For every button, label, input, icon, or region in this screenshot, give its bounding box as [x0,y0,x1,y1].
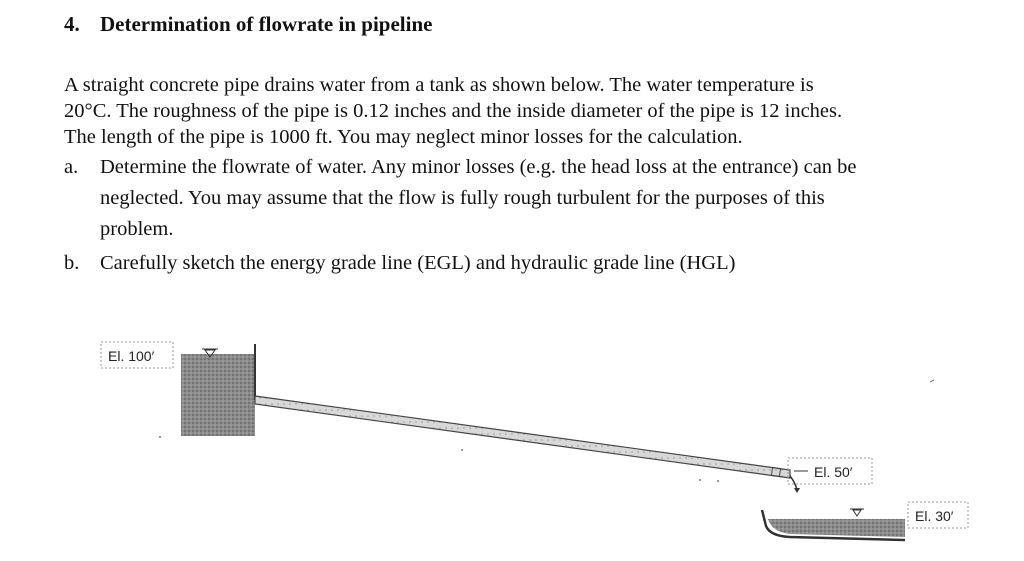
tank-elevation-label [101,342,173,368]
basin-surface-triangle-icon [853,510,861,516]
part-b [64,248,1004,279]
part-b-label: b. [64,252,80,274]
tank-water [181,354,255,436]
statement-line: 20°C. The roughness of the pipe is 0.12 inches and the inside diameter of the pipe is 12 inches. [64,100,843,122]
problem-number: 4. [64,12,80,36]
part-a-line: Determine the flowrate of water. Any minor losses (e.g. the head loss at the entrance) can be [100,156,857,178]
tank-elevation-text: El. 100′ [108,348,155,364]
outlet-elevation-text: El. 50′ [814,464,853,480]
basin-elevation-text: El. 30′ [915,508,954,524]
outlet-elevation-label [788,458,872,484]
part-a-label: a. [64,156,79,178]
pipe [255,396,800,493]
tank [181,344,255,436]
receiving-basin [762,509,905,540]
pipe-body [255,396,790,478]
part-a [64,152,1004,245]
basin-elevation-label [908,502,968,528]
problem-heading: Determination of flowrate in pipeline [100,12,433,36]
pipe-diagram [0,330,1024,561]
part-b-line: Carefully sketch the energy grade line (EGL) and hydraulic grade line (HGL) [100,252,736,274]
statement-line: A straight concrete pipe drains water from a tank as shown below. The water temperature is [64,74,814,96]
part-a-line: neglected. You may assume that the flow is fully rough turbulent for the purposes of this [100,187,825,209]
outflow-jet [790,476,797,490]
part-a-line: problem. [100,218,174,240]
statement-line: The length of the pipe is 1000 ft. You may neglect minor losses for the calculation. [64,126,743,148]
problem-title [64,12,432,37]
basin-water [768,519,905,537]
problem-statement [64,72,1004,150]
